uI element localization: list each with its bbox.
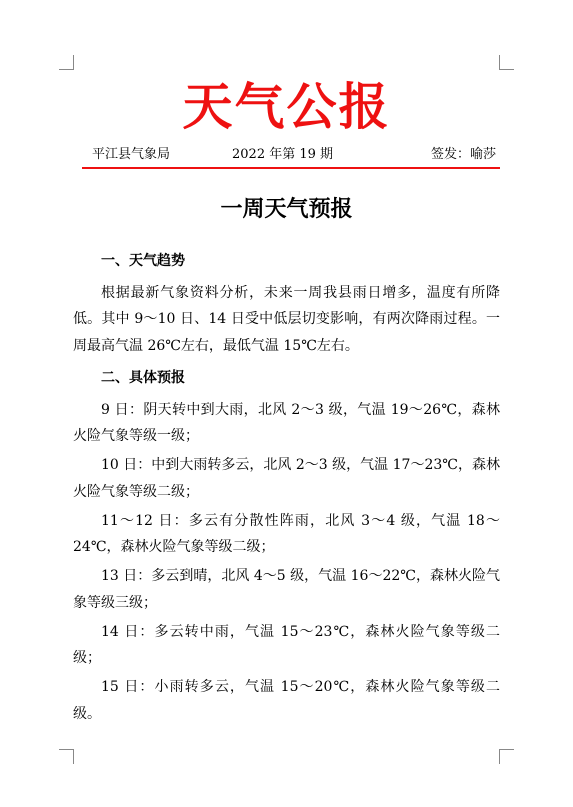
red-separator-line bbox=[82, 167, 500, 169]
page-corner-mark-bottom-right bbox=[499, 749, 514, 764]
signer: 签发：喻莎 bbox=[430, 147, 496, 162]
page-corner-mark-bottom-left bbox=[59, 749, 74, 764]
forecast-item: 10 日：中到大雨转多云，北风 2～3 级，气温 17～23℃，森林火险气象等级二级； bbox=[73, 457, 500, 500]
forecast-item: 13 日：多云到晴，北风 4～5 级，气温 16～22℃，森林火险气象等级三级； bbox=[73, 568, 500, 611]
forecast-item: 15 日：小雨转多云，气温 15～20℃，森林火险气象等级二级。 bbox=[73, 679, 500, 722]
document-title: 一周天气预报 bbox=[220, 197, 353, 222]
trend-paragraph: 根据最新气象资料分析，未来一周我县雨日增多，温度有所降低。其中 9～10 日、14 日受中低层切变影响，有两次降雨过程。一周最高气温 26℃左右，最低气温 15℃左右。 bbox=[73, 284, 500, 354]
masthead-title: 天气公报 bbox=[182, 78, 391, 136]
document-body bbox=[73, 245, 500, 730]
issue-number: 2022 年第 19 期 bbox=[232, 147, 334, 162]
page-corner-mark-top-left bbox=[59, 55, 74, 70]
forecast-item: 9 日：阴天转中到大雨，北风 2～3 级，气温 19～26℃，森林火险气象等级一级； bbox=[73, 401, 500, 444]
issuer: 平江县气象局 bbox=[92, 147, 171, 162]
forecast-item: 14 日：多云转中雨，气温 15～23℃，森林火险气象等级二级； bbox=[73, 623, 500, 666]
issue-info-row bbox=[82, 145, 500, 165]
forecast-item: 11～12 日：多云有分散性阵雨，北风 3～4 级，气温 18～24℃，森林火险气象等级二级； bbox=[73, 512, 500, 555]
section-heading-detail: 二、具体预报 bbox=[101, 370, 185, 386]
page-corner-mark-top-right bbox=[499, 55, 514, 70]
section-heading-trend: 一、天气趋势 bbox=[101, 253, 185, 269]
